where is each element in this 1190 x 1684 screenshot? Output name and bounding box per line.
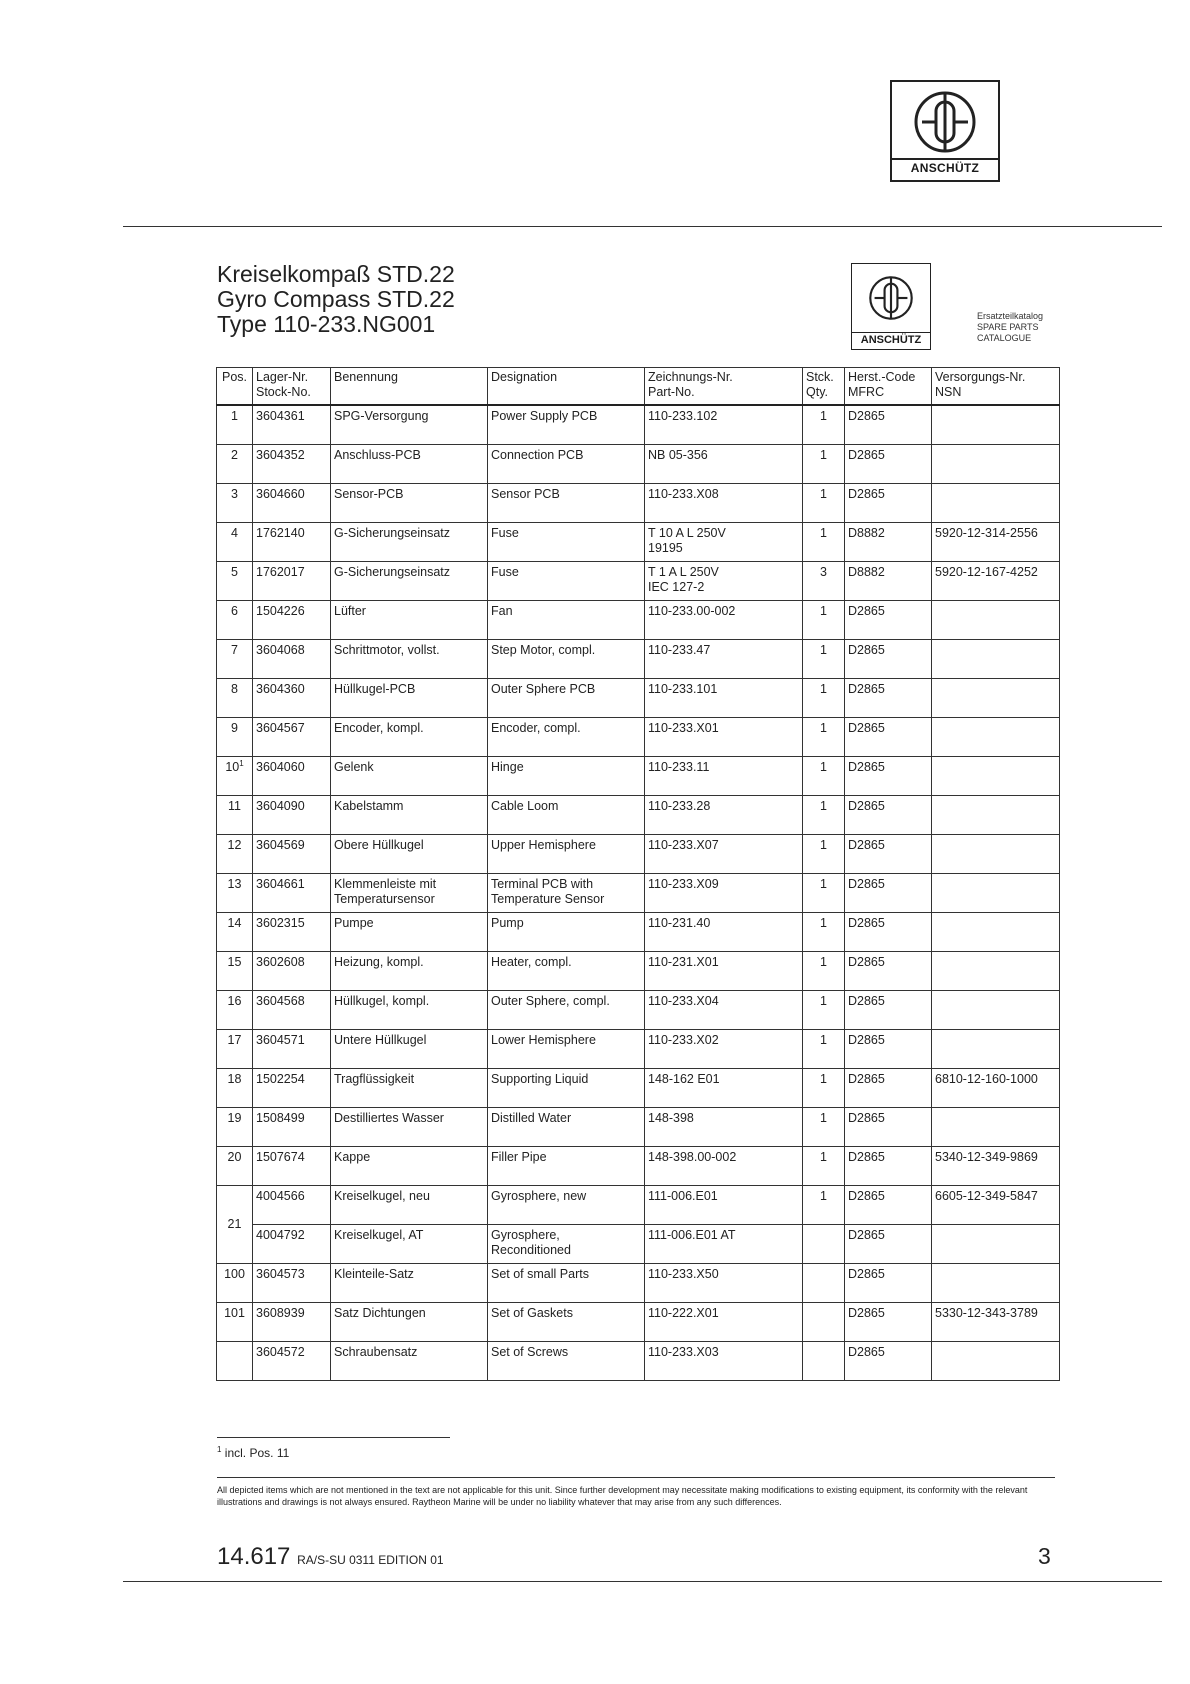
- cell-part-no: 110-233.X08: [645, 484, 803, 523]
- cell-designation: Lower Hemisphere: [488, 1030, 645, 1069]
- table-row: [217, 1030, 1060, 1069]
- table-row: [217, 679, 1060, 718]
- cell-benennung: Schrittmotor, vollst.: [331, 640, 488, 679]
- cell-benennung: Pumpe: [331, 913, 488, 952]
- table-row: [217, 445, 1060, 484]
- cell-designation: Supporting Liquid: [488, 1069, 645, 1108]
- cell-benennung: Kappe: [331, 1147, 488, 1186]
- cell-stock-no: 3604090: [253, 796, 331, 835]
- cell-benennung: Hüllkugel-PCB: [331, 679, 488, 718]
- cell-designation: Cable Loom: [488, 796, 645, 835]
- cell-qty: 1: [803, 952, 845, 991]
- cell-qty: 1: [803, 1186, 845, 1225]
- cell-stock-no: 1762140: [253, 523, 331, 562]
- cell-nsn: [932, 1030, 1060, 1069]
- cell-pos: 1: [217, 405, 253, 445]
- table-row: [217, 1264, 1060, 1303]
- cell-part-no: 148-398: [645, 1108, 803, 1147]
- table-row: [217, 718, 1060, 757]
- cell-pos: 12: [217, 835, 253, 874]
- cell-part-no: 110-233.X50: [645, 1264, 803, 1303]
- cell-stock-no: 3604661: [253, 874, 331, 913]
- cell-qty: [803, 1225, 845, 1264]
- cell-nsn: [932, 405, 1060, 445]
- table-row: [217, 1147, 1060, 1186]
- cell-designation: Gyrosphere, new: [488, 1186, 645, 1225]
- logo-wordmark: ANSCHÜTZ: [852, 332, 930, 349]
- cell-part-no: 148-398.00-002: [645, 1147, 803, 1186]
- anschutz-logo-large: [890, 80, 1000, 182]
- cell-stock-no: 3602608: [253, 952, 331, 991]
- cell-benennung: Heizung, kompl.: [331, 952, 488, 991]
- header-divider: [123, 226, 1162, 227]
- cell-stock-no: 3604569: [253, 835, 331, 874]
- header-designation: Designation: [488, 368, 645, 406]
- footnote-divider: [217, 1437, 450, 1438]
- footnote: [217, 1446, 289, 1460]
- cell-qty: 1: [803, 1030, 845, 1069]
- cell-pos: 2: [217, 445, 253, 484]
- cell-part-no: 110-233.102: [645, 405, 803, 445]
- cell-mfrc: D2865: [845, 640, 932, 679]
- cell-pos: 20: [217, 1147, 253, 1186]
- cell-nsn: [932, 601, 1060, 640]
- cell-nsn: [932, 1342, 1060, 1381]
- cell-pos: 6: [217, 601, 253, 640]
- cell-part-no: T 10 A L 250V 19195: [645, 523, 803, 562]
- cell-mfrc: D2865: [845, 796, 932, 835]
- cell-nsn: [932, 874, 1060, 913]
- cell-stock-no: 3604060: [253, 757, 331, 796]
- title-german: Kreiselkompaß STD.22: [217, 261, 455, 287]
- table-row: [217, 484, 1060, 523]
- cell-mfrc: D2865: [845, 1225, 932, 1264]
- cell-stock-no: 3604660: [253, 484, 331, 523]
- header-part: Zeichnungs-Nr. Part-No.: [645, 368, 803, 406]
- cell-nsn: [932, 835, 1060, 874]
- cell-designation: Encoder, compl.: [488, 718, 645, 757]
- title-type: Type 110-233.NG001: [217, 311, 436, 337]
- cell-designation: Set of Gaskets: [488, 1303, 645, 1342]
- cell-stock-no: 3604572: [253, 1342, 331, 1381]
- cell-stock-no: 3604568: [253, 991, 331, 1030]
- cell-benennung: Sensor-PCB: [331, 484, 488, 523]
- cell-part-no: T 1 A L 250V IEC 127-2: [645, 562, 803, 601]
- cell-benennung: Anschluss-PCB: [331, 445, 488, 484]
- cell-qty: 1: [803, 796, 845, 835]
- cell-benennung: G-Sicherungseinsatz: [331, 562, 488, 601]
- cell-qty: 1: [803, 718, 845, 757]
- cell-mfrc: D2865: [845, 718, 932, 757]
- cell-nsn: [932, 913, 1060, 952]
- cell-designation: Outer Sphere, compl.: [488, 991, 645, 1030]
- cell-nsn: [932, 718, 1060, 757]
- cell-pos: 16: [217, 991, 253, 1030]
- cell-qty: [803, 1342, 845, 1381]
- cell-part-no: 110-233.X01: [645, 718, 803, 757]
- cell-qty: 1: [803, 484, 845, 523]
- cell-designation: Fan: [488, 601, 645, 640]
- cell-part-no: 110-231.40: [645, 913, 803, 952]
- cell-part-no: 110-233.X04: [645, 991, 803, 1030]
- cell-mfrc: D2865: [845, 835, 932, 874]
- cell-stock-no: 3604361: [253, 405, 331, 445]
- cell-benennung: Kreiselkugel, AT: [331, 1225, 488, 1264]
- footer-divider: [123, 1581, 1162, 1582]
- cell-mfrc: D2865: [845, 601, 932, 640]
- cell-stock-no: 1504226: [253, 601, 331, 640]
- table-row: [217, 1303, 1060, 1342]
- cell-pos: 7: [217, 640, 253, 679]
- cell-stock-no: 4004792: [253, 1225, 331, 1264]
- cell-stock-no: 3604573: [253, 1264, 331, 1303]
- table-row: [217, 405, 1060, 445]
- cell-stock-no: 1508499: [253, 1108, 331, 1147]
- footnote-marker: 1: [217, 1445, 222, 1454]
- cell-pos: 18: [217, 1069, 253, 1108]
- cell-part-no: 110-233.X09: [645, 874, 803, 913]
- cell-mfrc: D2865: [845, 1069, 932, 1108]
- cell-mfrc: D2865: [845, 679, 932, 718]
- cell-stock-no: 1507674: [253, 1147, 331, 1186]
- anschutz-logo-icon: [866, 269, 916, 327]
- cell-pos: 8: [217, 679, 253, 718]
- page-number: 3: [1038, 1543, 1051, 1569]
- cell-nsn: [932, 757, 1060, 796]
- cell-pos: 101: [217, 1303, 253, 1342]
- cell-pos: $10^1$: [217, 757, 253, 796]
- cell-designation: Upper Hemisphere: [488, 835, 645, 874]
- table-row: [217, 1225, 1060, 1264]
- cell-qty: 1: [803, 445, 845, 484]
- table-row: [217, 562, 1060, 601]
- cell-nsn: 5340-12-349-9869: [932, 1147, 1060, 1186]
- cell-stock-no: 3604360: [253, 679, 331, 718]
- cell-nsn: [932, 1264, 1060, 1303]
- cell-qty: 1: [803, 640, 845, 679]
- cell-pos: 13: [217, 874, 253, 913]
- cell-benennung: Hüllkugel, kompl.: [331, 991, 488, 1030]
- cell-mfrc: D2865: [845, 1303, 932, 1342]
- table-row: [217, 913, 1060, 952]
- cell-benennung: Kreiselkugel, neu: [331, 1186, 488, 1225]
- cell-pos: 14: [217, 913, 253, 952]
- cell-mfrc: D2865: [845, 405, 932, 445]
- cell-designation: Set of small Parts: [488, 1264, 645, 1303]
- cell-pos: 5: [217, 562, 253, 601]
- cell-designation: Filler Pipe: [488, 1147, 645, 1186]
- cell-nsn: 5920-12-314-2556: [932, 523, 1060, 562]
- cell-benennung: Untere Hüllkugel: [331, 1030, 488, 1069]
- header-benennung: Benennung: [331, 368, 488, 406]
- cell-designation: Distilled Water: [488, 1108, 645, 1147]
- cell-mfrc: D2865: [845, 1030, 932, 1069]
- cell-designation: Set of Screws: [488, 1342, 645, 1381]
- cell-designation: Fuse: [488, 523, 645, 562]
- cell-stock-no: 3602315: [253, 913, 331, 952]
- cell-nsn: [932, 796, 1060, 835]
- cell-nsn: [932, 679, 1060, 718]
- cell-stock-no: 3608939: [253, 1303, 331, 1342]
- cell-nsn: [932, 952, 1060, 991]
- cell-designation: Terminal PCB with Temperature Sensor: [488, 874, 645, 913]
- cell-part-no: 110-233.X03: [645, 1342, 803, 1381]
- table-row: [217, 640, 1060, 679]
- cell-designation: Power Supply PCB: [488, 405, 645, 445]
- cell-mfrc: D8882: [845, 523, 932, 562]
- cell-qty: 1: [803, 835, 845, 874]
- cell-pos: 4: [217, 523, 253, 562]
- cell-designation: Outer Sphere PCB: [488, 679, 645, 718]
- logo-wordmark: ANSCHÜTZ: [892, 158, 998, 178]
- cell-part-no: 110-233.11: [645, 757, 803, 796]
- cell-benennung: Klemmenleiste mit Temperatursensor: [331, 874, 488, 913]
- table-row: [217, 952, 1060, 991]
- cell-benennung: Destilliertes Wasser: [331, 1108, 488, 1147]
- table-row: [217, 835, 1060, 874]
- cell-benennung: Encoder, kompl.: [331, 718, 488, 757]
- cell-nsn: [932, 445, 1060, 484]
- cell-qty: 1: [803, 1069, 845, 1108]
- document-number: 14.617 RA/S-SU 0311 EDITION 01: [217, 1543, 444, 1570]
- cell-mfrc: D2865: [845, 1342, 932, 1381]
- disclaimer-divider: [217, 1477, 1055, 1478]
- title-english: Gyro Compass STD.22: [217, 286, 455, 312]
- cell-stock-no: 1502254: [253, 1069, 331, 1108]
- cell-nsn: [932, 991, 1060, 1030]
- table-row: [217, 1108, 1060, 1147]
- cell-qty: 1: [803, 405, 845, 445]
- table-row: [217, 991, 1060, 1030]
- cell-qty: 1: [803, 601, 845, 640]
- cell-designation: Step Motor, compl.: [488, 640, 645, 679]
- cell-nsn: 6810-12-160-1000: [932, 1069, 1060, 1108]
- spare-parts-table: [216, 367, 1060, 1381]
- table-row: [217, 601, 1060, 640]
- cell-nsn: [932, 484, 1060, 523]
- cell-benennung: Lüfter: [331, 601, 488, 640]
- cell-designation: Hinge: [488, 757, 645, 796]
- cell-pos: 15: [217, 952, 253, 991]
- cell-designation: Connection PCB: [488, 445, 645, 484]
- cell-qty: 1: [803, 991, 845, 1030]
- cell-part-no: 110-233.X07: [645, 835, 803, 874]
- cell-designation: Sensor PCB: [488, 484, 645, 523]
- cell-stock-no: 3604352: [253, 445, 331, 484]
- cell-benennung: G-Sicherungseinsatz: [331, 523, 488, 562]
- cell-designation: Heater, compl.: [488, 952, 645, 991]
- cell-pos: 9: [217, 718, 253, 757]
- table-row: [217, 796, 1060, 835]
- header-qty: Stck. Qty.: [803, 368, 845, 406]
- cell-pos: 11: [217, 796, 253, 835]
- cell-benennung: SPG-Versorgung: [331, 405, 488, 445]
- cell-part-no: 111-006.E01 AT: [645, 1225, 803, 1264]
- cell-mfrc: D8882: [845, 562, 932, 601]
- cell-stock-no: 3604068: [253, 640, 331, 679]
- cell-mfrc: D2865: [845, 874, 932, 913]
- cell-benennung: Kabelstamm: [331, 796, 488, 835]
- cell-part-no: 148-162 E01: [645, 1069, 803, 1108]
- cell-mfrc: D2865: [845, 913, 932, 952]
- footnote-text: incl. Pos. 11: [224, 1446, 290, 1460]
- cell-mfrc: D2865: [845, 991, 932, 1030]
- document-edition: RA/S-SU 0311 EDITION 01: [297, 1553, 444, 1567]
- disclaimer-text: All depicted items which are not mentioned in the text are not applicable for this unit. Since further development may necessitate making modifications to existing equipment, its conformity with the relevant illustrations and drawings is not always ensured. Raytheon Marine will be under no liability whatever that may arise from any such differences.: [217, 1485, 1028, 1507]
- table-row: [217, 523, 1060, 562]
- cell-mfrc: D2865: [845, 484, 932, 523]
- cell-mfrc: D2865: [845, 1108, 932, 1147]
- table-header-row: [217, 368, 1060, 406]
- anschutz-logo-icon: [910, 90, 980, 154]
- cell-nsn: [932, 640, 1060, 679]
- cell-qty: [803, 1264, 845, 1303]
- cell-benennung: Obere Hüllkugel: [331, 835, 488, 874]
- cell-nsn: 5330-12-343-3789: [932, 1303, 1060, 1342]
- cell-mfrc: D2865: [845, 1264, 932, 1303]
- cell-stock-no: 3604571: [253, 1030, 331, 1069]
- cell-part-no: 110-233.101: [645, 679, 803, 718]
- cell-benennung: Satz Dichtungen: [331, 1303, 488, 1342]
- catalog-label: Ersatzteilkatalog SPARE PARTS CATALOGUE: [977, 311, 1044, 343]
- cell-mfrc: D2865: [845, 757, 932, 796]
- cell-qty: 1: [803, 1108, 845, 1147]
- cell-benennung: Kleinteile-Satz: [331, 1264, 488, 1303]
- cell-benennung: Schraubensatz: [331, 1342, 488, 1381]
- cell-nsn: 5920-12-167-4252: [932, 562, 1060, 601]
- header-stock: Lager-Nr. Stock-No.: [253, 368, 331, 406]
- table-row: [217, 874, 1060, 913]
- cell-part-no: 110-233.X02: [645, 1030, 803, 1069]
- cell-pos: 21: [217, 1186, 253, 1264]
- header-nsn: Versorgungs-Nr. NSN: [932, 368, 1060, 406]
- cell-pos: [217, 1342, 253, 1381]
- table-row: [217, 1342, 1060, 1381]
- cell-stock-no: 1762017: [253, 562, 331, 601]
- table-row: [217, 1186, 1060, 1225]
- cell-mfrc: D2865: [845, 1147, 932, 1186]
- cell-qty: 1: [803, 523, 845, 562]
- cell-qty: 1: [803, 874, 845, 913]
- document-title: [217, 262, 455, 337]
- cell-nsn: 6605-12-349-5847: [932, 1186, 1060, 1225]
- cell-nsn: [932, 1108, 1060, 1147]
- table-row: [217, 1069, 1060, 1108]
- cell-pos: 3: [217, 484, 253, 523]
- cell-stock-no: 3604567: [253, 718, 331, 757]
- cell-part-no: NB 05-356: [645, 445, 803, 484]
- header-pos: Pos.: [217, 368, 253, 406]
- cell-part-no: 110-222.X01: [645, 1303, 803, 1342]
- cell-designation: Gyrosphere, Reconditioned: [488, 1225, 645, 1264]
- cell-qty: 1: [803, 1147, 845, 1186]
- cell-mfrc: D2865: [845, 952, 932, 991]
- header-mfrc: Herst.-Code MFRC: [845, 368, 932, 406]
- cell-benennung: Tragflüssigkeit: [331, 1069, 488, 1108]
- table-row: [217, 757, 1060, 796]
- cell-qty: [803, 1303, 845, 1342]
- cell-designation: Fuse: [488, 562, 645, 601]
- cell-part-no: 110-231.X01: [645, 952, 803, 991]
- cell-benennung: Gelenk: [331, 757, 488, 796]
- cell-stock-no: 4004566: [253, 1186, 331, 1225]
- cell-part-no: 111-006.E01: [645, 1186, 803, 1225]
- cell-part-no: 110-233.28: [645, 796, 803, 835]
- cell-qty: 3: [803, 562, 845, 601]
- cell-part-no: 110-233.47: [645, 640, 803, 679]
- cell-pos: 100: [217, 1264, 253, 1303]
- cell-qty: 1: [803, 679, 845, 718]
- cell-nsn: [932, 1225, 1060, 1264]
- cell-designation: Pump: [488, 913, 645, 952]
- cell-mfrc: D2865: [845, 445, 932, 484]
- cell-pos: 19: [217, 1108, 253, 1147]
- cell-qty: 1: [803, 913, 845, 952]
- cell-part-no: 110-233.00-002: [645, 601, 803, 640]
- anschutz-logo-small: [851, 263, 931, 350]
- cell-mfrc: D2865: [845, 1186, 932, 1225]
- cell-qty: 1: [803, 757, 845, 796]
- cell-pos: 17: [217, 1030, 253, 1069]
